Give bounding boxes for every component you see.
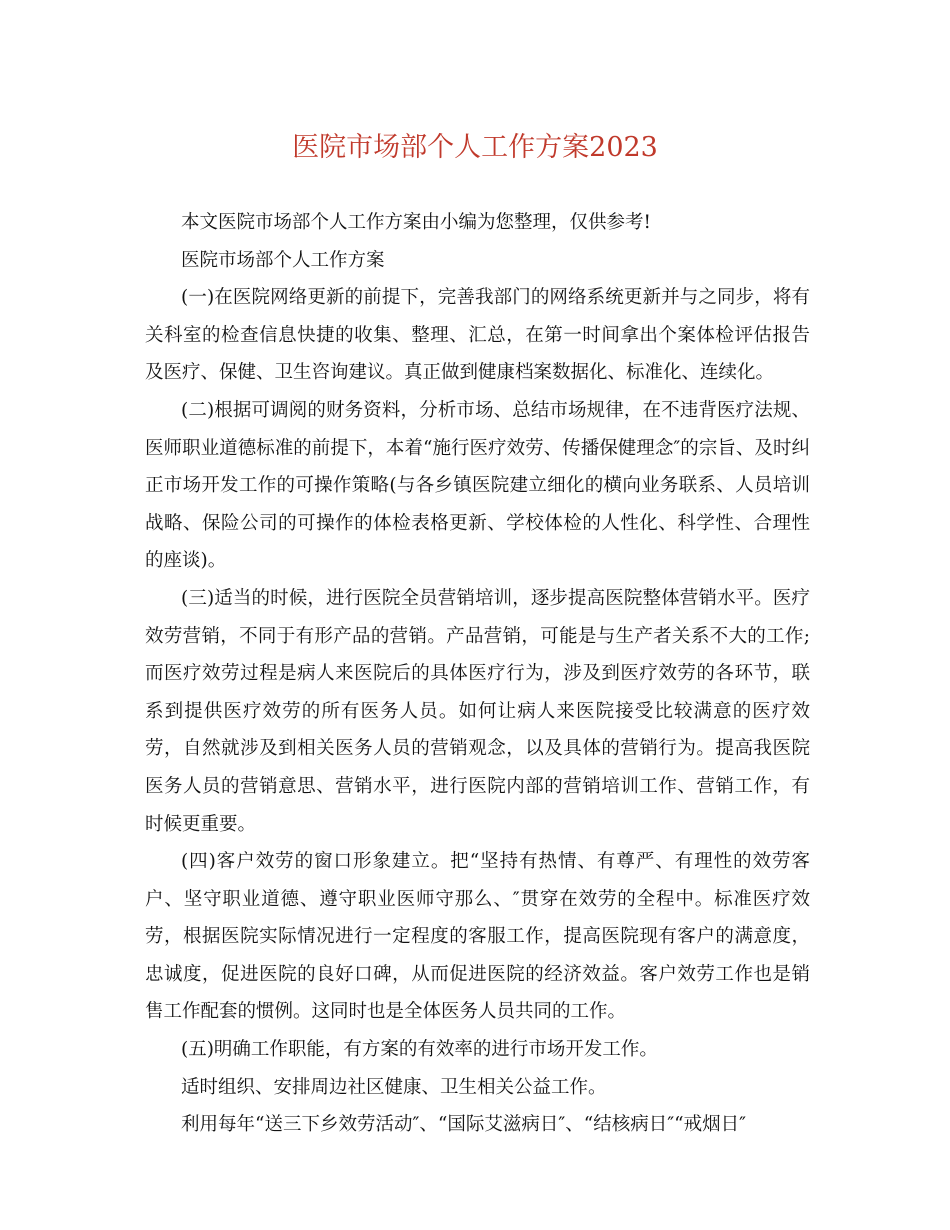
paragraph-section-2: (二)根据可调阅的财务资料，分析市场、总结市场规律，在不违背医疗法规、医师职业道德标准的前提下，本着“施行医疗效劳、传播保健理念″的宗旨、及时纠正市场开发工作的可操作策略(与各乡镇医院建立细化的横向业务联系、人员培训战略、保险公司的可操作的体检表格更新、学校体检的人性化、科学性、合理性的座谈)。: [145, 399, 810, 572]
paragraph-section-4: (四)客户效劳的窗口形象建立。把“坚持有热情、有尊严、有理性的效劳客户、坚守职业道德、遵守职业医师守那么、″贯穿在效劳的全程中。标准医疗效劳，根据医院实际情况进行一定程度的客服工作，提高医院现有客户的满意度，忠诚度，促进医院的良好口碑，从而促进医院的经济效益。客户效劳工作也是销售工作配套的惯例。这同时也是全体医务人员共同的工作。: [145, 851, 810, 1023]
paragraph-events: 利用每年“送三下乡效劳活动″、“国际艾滋病日″、“结核病日″“戒烟日″: [181, 1114, 746, 1136]
paragraph-section-3: (三)适当的时候，进行医院全员营销培训，逐步提高医院整体营销水平。医疗效劳营销，不同于有形产品的营销。产品营销，可能是与生产者关系不大的工作;而医疗效劳过程是病人来医院后的具体医疗行为，涉及到医疗效劳的各环节，联系到提供医疗效劳的所有医务人员。如何让病人来医院接受比较满意的医疗效劳，自然就涉及到相关医务人员的营销观念，以及具体的营销行为。提高我医院医务人员的营销意思、营销水平，进行医院内部的营销培训工作、营销工作，有时候更重要。: [145, 587, 810, 835]
document-body: [145, 204, 810, 1144]
document-title: 医院市场部个人工作方案2023: [292, 132, 658, 163]
paragraph-section-5: (五)明确工作职能，有方案的有效率的进行市场开发工作。: [181, 1039, 658, 1061]
paragraph-intro: 本文医院市场部个人工作方案由小编为您整理，仅供参考!: [181, 212, 651, 233]
paragraph-subtitle: 医院市场部个人工作方案: [181, 249, 385, 271]
paragraph-community: 适时组织、安排周边社区健康、卫生相关公益工作。: [181, 1076, 607, 1098]
paragraph-section-1: (一)在医院网络更新的前提下，完善我部门的网络系统更新并与之同步，将有关科室的检查信息快捷的收集、整理、汇总，在第一时间拿出个案体检评估报告及医疗、保健、卫生咨询建议。真正做到健康档案数据化、标准化、连续化。: [145, 287, 810, 384]
